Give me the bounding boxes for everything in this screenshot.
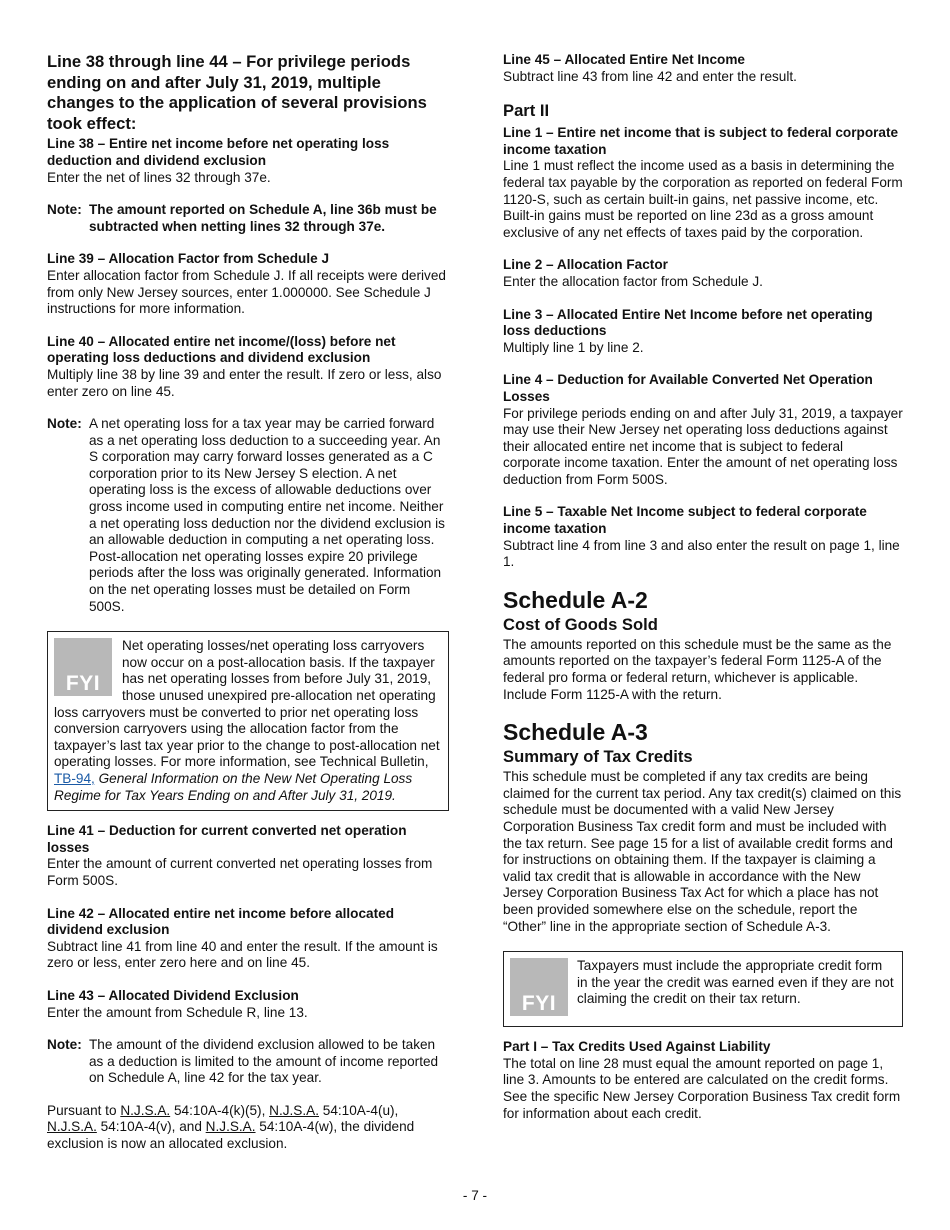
line42-heading: Line 42 – Allocated entire net income before allocated dividend exclusion: [47, 905, 394, 938]
line39-text: Enter allocation factor from Schedule J. If all receipts were derived from only New Jersey sources, enter 1.000000. See Schedule J instructions for more information.: [47, 267, 446, 317]
line39-heading: Line 39 – Allocation Factor from Schedule J: [47, 251, 330, 267]
left-column: [47, 52, 449, 1153]
pursuant-text: 54:10A-4(v), and: [96, 1119, 206, 1135]
line41-heading: Line 41 – Deduction for current converted net operation losses: [47, 823, 407, 855]
page-number: - 7 -: [462, 1188, 488, 1203]
fyi-box-nol: [47, 631, 449, 811]
schedule-a2-title: Schedule A-2: [503, 586, 648, 613]
line42-text: Subtract line 41 from line 40 and enter the result. If the amount is zero or less, enter zero here and on line 45.: [47, 938, 438, 971]
p2-line2-heading: Line 2 – Allocation Factor: [503, 257, 668, 273]
schedule-a2-text: The amounts reported on this schedule must be the same as the amounts reported on the taxpayer’s federal Form 1125-A of the federal pro forma or federal return, whichever is applicable. Include Form 1125-A with the return.: [503, 636, 892, 702]
p2-line2-text: Enter the allocation factor from Schedule J.: [503, 273, 763, 289]
fyi-text: Taxpayers must include the appropriate credit form in the year the credit was earned even if they are not claiming the credit on their tax return.: [577, 958, 894, 1007]
line42-section: [47, 906, 449, 972]
part-i-heading: Part I – Tax Credits Used Against Liability: [503, 1039, 771, 1055]
p2-line5-heading: Line 5 – Taxable Net Income subject to federal corporate income taxation: [503, 504, 867, 537]
p2-line4-section: [503, 372, 903, 488]
fyi-icon: FYI: [510, 958, 568, 1016]
fyi-icon: FYI: [54, 638, 112, 696]
p2-line3-section: [503, 307, 903, 357]
njsa-ref: N.J.S.A.: [47, 1119, 97, 1135]
line39-section: [47, 251, 449, 317]
note-text: The amount of the dividend exclusion allowed to be taken as a deduction is limited to the amount of income reported on Schedule A, line 42 for the tax year.: [89, 1037, 439, 1086]
note-2: [47, 416, 449, 615]
p2-line2-section: [503, 257, 903, 290]
p2-line4-text: For privilege periods ending on and after July 31, 2019, a taxpayer may use their New Jersey net operating loss deductions against their allocated entire net income that is subject to federal corporate income taxation. Enter the amount of net operating loss deduction from Form 500S.: [503, 405, 903, 487]
pursuant-paragraph: [47, 1103, 449, 1153]
p2-line1-text: Line 1 must reflect the income used as a basis in determining the federal tax payable by the corporation as reported on federal Form 1120-S, such as certain built-in gains, net passive income, etc. Built-in gains must be reported on line 23d as a gross amount exclusive of any net effects of taxes paid by the corporation.: [503, 158, 903, 240]
line45-text: Subtract line 43 from line 42 and enter the result.: [503, 68, 797, 84]
p2-line5-section: [503, 504, 903, 570]
line45-section: [503, 52, 903, 85]
note-1: [47, 202, 449, 235]
line45-heading: Line 45 – Allocated Entire Net Income: [503, 52, 745, 67]
line43-section: [47, 988, 449, 1021]
p2-line5-text: Subtract line 4 from line 3 and also enter the result on page 1, line 1.: [503, 537, 900, 570]
part-ii-heading: Part II: [503, 101, 550, 121]
fyi-italic-title: General Information on the New Net Operating Loss Regime for Tax Years Ending on and After July 31, 2019.: [54, 770, 413, 803]
tb-94-link[interactable]: TB-94,: [54, 770, 95, 786]
schedule-a3-text: This schedule must be completed if any tax credits are being claimed for the current tax period. Any tax credit(s) claimed on this schedule must be documented with a valid New Jersey Corporation Business Tax credit form and must be included with the tax return. See page 15 for a list of available credit forms and for instructions on obtaining them. If the taxpayer is claiming a valid tax credit that is allowable in accordance with the New Jersey Corporation Business Tax Act for which a place has not been provided somewhere else on the schedule, report the “Other” line in the appropriate section of Schedule A-3.: [503, 769, 902, 934]
part-i-text: The total on line 28 must equal the amount reported on page 1, line 3. Amounts to be entered are calculated on the credit forms. See the specific New Jersey Corporation Business Tax credit form for information about each credit.: [503, 1055, 901, 1121]
p2-line1-section: [503, 125, 903, 241]
note-3: [47, 1037, 449, 1087]
njsa-ref: N.J.S.A.: [205, 1119, 256, 1135]
note-label: Note:: [47, 1037, 82, 1053]
pursuant-text: Pursuant to: [47, 1102, 121, 1118]
fyi-box-credits: [503, 951, 903, 1027]
pursuant-text: 54:10A-4(u),: [319, 1102, 399, 1118]
njsa-ref: N.J.S.A.: [120, 1102, 171, 1118]
fyi-text: Net operating losses/net operating loss carryovers now occur on a post-allocation basis. If the taxpayer has net operating losses from before July 31, 2019, those unused unexpired pre-allocation net operating loss carryovers must be converted to prior net operating loss conversion carryovers using the allocation factor from the taxpayer’s last tax year prior to the change to post-allocation net operating losses. For more information, see Technical Bulletin,: [54, 638, 440, 770]
line41-text: Enter the amount of current converted net operating losses from Form 500S.: [47, 856, 433, 888]
njsa-ref: N.J.S.A.: [269, 1102, 319, 1118]
schedule-a3-subtitle: Summary of Tax Credits: [503, 747, 693, 767]
pursuant-text: 54:10A-4(k)(5),: [170, 1102, 270, 1118]
right-column: [503, 52, 903, 1122]
pursuant-text: 54:10A-4(w), the dividend exclusion is now an allocated exclusion.: [47, 1119, 415, 1152]
note-text: The amount reported on Schedule A, line 36b must be subtracted when netting lines 32 through 37e.: [89, 202, 437, 234]
part-i-section: [503, 1039, 903, 1122]
intro-heading: Line 38 through line 44 – For privilege periods ending on and after July 31, 2019, multiple changes to the application of several provisions took effect:: [47, 52, 427, 133]
line38-section: [47, 136, 449, 186]
p2-line4-heading: Line 4 – Deduction for Available Converted Net Operation Losses: [503, 372, 873, 404]
note-label: Note:: [47, 416, 82, 432]
line40-text: Multiply line 38 by line 39 and enter the result. If zero or less, also enter zero on line 45.: [47, 366, 442, 399]
line40-heading: Line 40 – Allocated entire net income/(loss) before net operating loss deductions and dividend exclusion: [47, 333, 396, 366]
line40-section: [47, 334, 449, 400]
p2-line1-heading: Line 1 – Entire net income that is subject to federal corporate income taxation: [503, 125, 899, 157]
line38-text: Enter the net of lines 32 through 37e.: [47, 169, 271, 185]
schedule-a2-subtitle: Cost of Goods Sold: [503, 614, 658, 634]
line38-heading: Line 38 – Entire net income before net operating loss deduction and dividend exclusion: [47, 136, 390, 168]
note-label: Note:: [47, 202, 82, 218]
note-text: A net operating loss for a tax year may be carried forward as a net operating loss deduction to a succeeding year. An S corporation may carry forward losses generated as a C corporation prior to its New Jersey S election. A net operating loss is the excess of allowable deductions over gross income used in computing entire net income. Neither a net operating loss deduction nor the dividend exclusion is an allowable deduction in computing a net operating loss. Post-allocation net operating losses expire 20 privilege periods after the loss was originally generated. Information on the net operating losses must be detailed on Form 500S.: [89, 416, 445, 614]
schedule-a3-title: Schedule A-3: [503, 719, 648, 746]
line43-text: Enter the amount from Schedule R, line 13.: [47, 1004, 308, 1020]
line43-heading: Line 43 – Allocated Dividend Exclusion: [47, 987, 299, 1003]
p2-line3-text: Multiply line 1 by line 2.: [503, 339, 644, 355]
p2-line3-heading: Line 3 – Allocated Entire Net Income before net operating loss deductions: [503, 306, 873, 339]
line41-section: [47, 823, 449, 889]
